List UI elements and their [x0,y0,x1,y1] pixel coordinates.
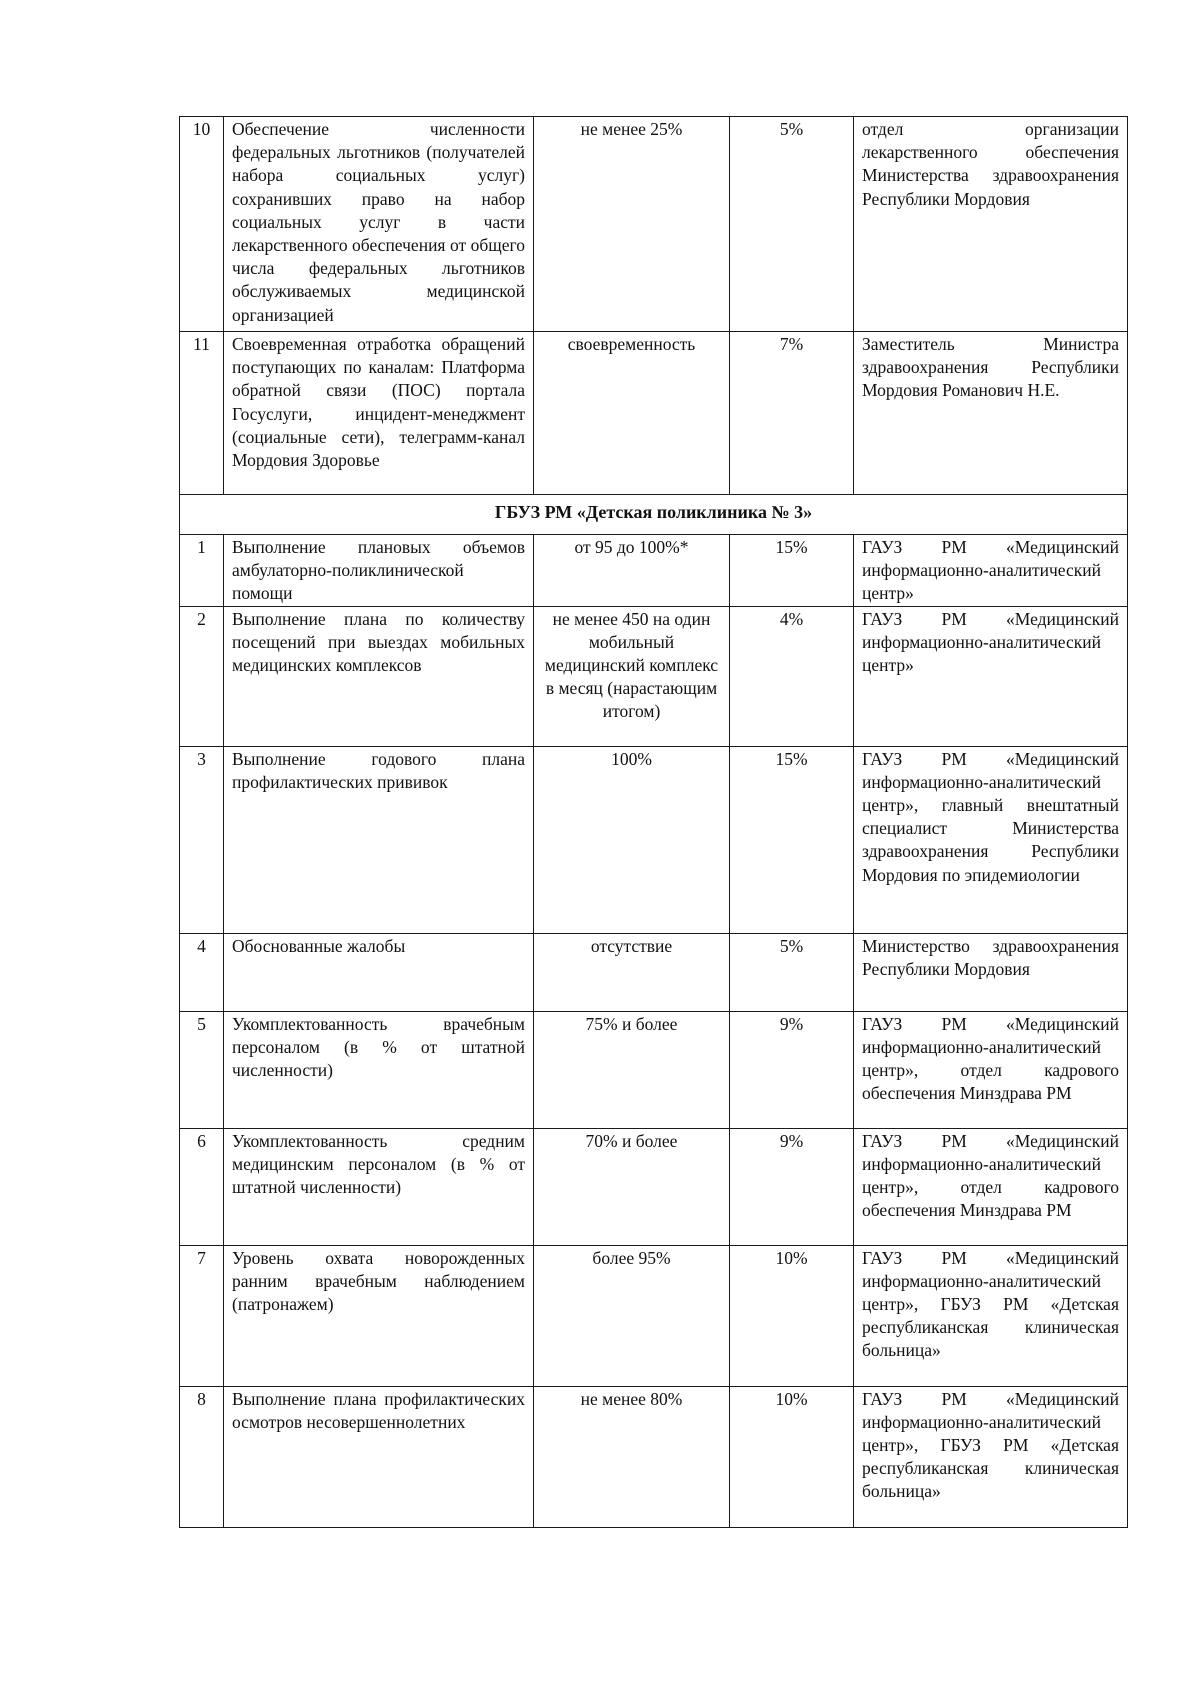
weight-cell: 5% [730,933,854,1011]
section-header-row [180,495,1128,535]
row-number: 6 [180,1128,224,1245]
table-row [180,1386,1128,1527]
weight-cell: 9% [730,1128,854,1245]
target-value-cell: более 95% [534,1245,730,1386]
row-number: 4 [180,933,224,1011]
indicator-cell: Выполнение годового плана профилактических прививок [224,746,534,933]
table-row [180,746,1128,933]
indicator-cell: Выполнение плановых объемов амбулаторно-поликлинической помощи [224,535,534,607]
weight-cell: 5% [730,117,854,332]
table-row [180,1011,1128,1128]
indicator-cell: Укомплектованность средним медицинским персоналом (в % от штатной численности) [224,1128,534,1245]
table-row [180,1245,1128,1386]
row-number: 7 [180,1245,224,1386]
indicator-cell: Обоснованные жалобы [224,933,534,1011]
target-value-cell: своевременность [534,332,730,495]
source-cell: ГАУЗ РМ «Медицинский информационно-аналитический центр» [854,535,1128,607]
table-row [180,535,1128,607]
source-cell: Заместитель Министра здравоохранения Республики Мордовия Романович Н.Е. [854,332,1128,495]
row-number: 10 [180,117,224,332]
target-value-cell: 70% и более [534,1128,730,1245]
row-number: 8 [180,1386,224,1527]
indicator-cell: Выполнение плана по количеству посещений при выездах мобильных медицинских комплексов [224,606,534,746]
source-cell: ГАУЗ РМ «Медицинский информационно-аналитический центр», ГБУЗ РМ «Детская республиканская клиническая больница» [854,1245,1128,1386]
weight-cell: 10% [730,1386,854,1527]
target-value-cell: не менее 450 на один мобильный медицинский комплекс в месяц (нарастающим итогом) [534,606,730,746]
indicator-cell: Выполнение плана профилактических осмотров несовершеннолетних [224,1386,534,1527]
table-row [180,1128,1128,1245]
target-value-cell: не менее 25% [534,117,730,332]
indicator-cell: Своевременная отработка обращений поступающих по каналам: Платформа обратной связи (ПОС) портала Госуслуги, инцидент-менеджмент (социальные сети), телеграмм-канал Мордовия Здоровье [224,332,534,495]
table-row [180,606,1128,746]
weight-cell: 15% [730,746,854,933]
target-value-cell: отсутствие [534,933,730,1011]
weight-cell: 10% [730,1245,854,1386]
table-row [180,933,1128,1011]
row-number: 2 [180,606,224,746]
source-cell: отдел организации лекарственного обеспечения Министерства здравоохранения Республики Мордовия [854,117,1128,332]
target-value-cell: 75% и более [534,1011,730,1128]
source-cell: ГАУЗ РМ «Медицинский информационно-аналитический центр», отдел кадрового обеспечения Минздрава РМ [854,1128,1128,1245]
target-value-cell: 100% [534,746,730,933]
weight-cell: 9% [730,1011,854,1128]
target-value-cell: не менее 80% [534,1386,730,1527]
weight-cell: 7% [730,332,854,495]
source-cell: ГАУЗ РМ «Медицинский информационно-аналитический центр», ГБУЗ РМ «Детская республиканская клиническая больница» [854,1386,1128,1527]
weight-cell: 15% [730,535,854,607]
row-number: 5 [180,1011,224,1128]
source-cell: ГАУЗ РМ «Медицинский информационно-аналитический центр», главный внештатный специалист Министерства здравоохранения Республики Мордовия по эпидемиологии [854,746,1128,933]
table-row [180,117,1128,332]
section-title: ГБУЗ РМ «Детская поликлиника № 3» [180,495,1128,535]
indicators-table [179,116,1128,1528]
source-cell: Министерство здравоохранения Республики Мордовия [854,933,1128,1011]
source-cell: ГАУЗ РМ «Медицинский информационно-аналитический центр», отдел кадрового обеспечения Минздрава РМ [854,1011,1128,1128]
table-row [180,332,1128,495]
target-value-cell: от 95 до 100%* [534,535,730,607]
row-number: 3 [180,746,224,933]
indicator-cell: Укомплектованность врачебным персоналом (в % от штатной численности) [224,1011,534,1128]
row-number: 11 [180,332,224,495]
weight-cell: 4% [730,606,854,746]
indicator-cell: Уровень охвата новорожденных ранним врачебным наблюдением (патронажем) [224,1245,534,1386]
source-cell: ГАУЗ РМ «Медицинский информационно-аналитический центр» [854,606,1128,746]
row-number: 1 [180,535,224,607]
indicator-cell: Обеспечение численности федеральных льготников (получателей набора социальных услуг) сохранивших право на набор социальных услуг в части лекарственного обеспечения от общего числа федеральных льготников обслуживаемых медицинской организацией [224,117,534,332]
